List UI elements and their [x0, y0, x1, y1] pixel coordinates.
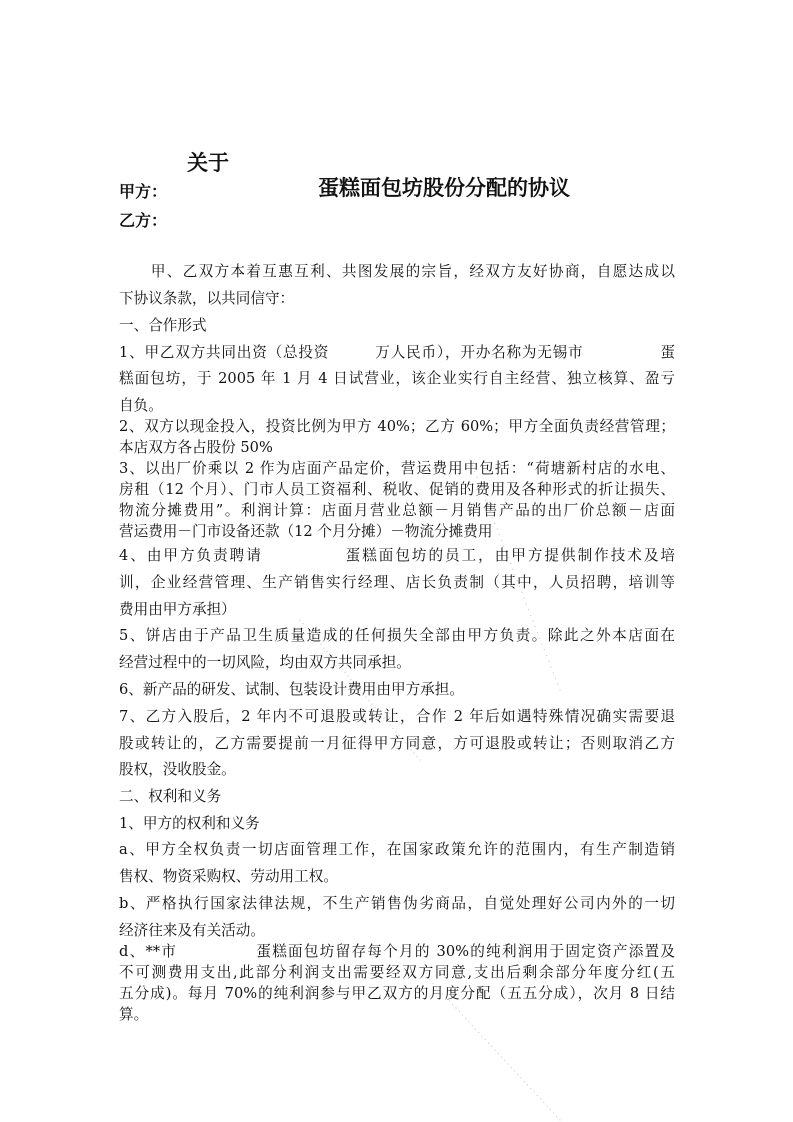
body-line: 3、以出厂价乘以 2 作为店面产品定价，营运费用中包括：“荷塘新村店的水电、 [119, 460, 675, 477]
body-line: b、严格执行国家法律法规，不生产销售伪劣商品，自觉处理好公司内外的一切 [119, 895, 675, 912]
body-line: 4、由甲方负责聘请 蛋糕面包坊的员工，由甲方提供制作技术及培 [119, 547, 675, 564]
body-line: 费用由甲方承担） [119, 601, 236, 618]
body-line: 房租（12 个月）、门市人员工资福利、税收、促销的费用及各种形式的折让损失、 [119, 481, 675, 498]
body-line: 经济往来及有关活动。 [119, 922, 265, 939]
body-line: 5、饼店由于产品卫生质量造成的任何损失全部由甲方负责。除此之外本店面在 [119, 627, 675, 644]
body-line: 售权、物资采购权、劳动用工权。 [119, 868, 338, 885]
title-main: 蛋糕面包坊股份分配的协议 [318, 175, 570, 200]
body-line: 五分成)。每月 70%的纯利润参与甲乙双方的月度分配（五五分成），次月 8 日结 [119, 985, 675, 1002]
body-line: 物流分摊费用”。利润计算：店面月营业总额－月销售产品的出厂价总额－店面 [119, 502, 675, 519]
subsection-heading: 1、甲方的权利和义务 [119, 815, 260, 832]
body-line: 经营过程中的一切风险，均由双方共同承担。 [119, 654, 411, 671]
party-a-label: 甲方： [119, 182, 168, 201]
party-b-label: 乙方： [119, 211, 168, 230]
body-line: 训，企业经营管理、生产销售实行经理、店长负责制（其中，人员招聘，培训等 [119, 574, 675, 591]
body-line: 下协议条款，以共同信守： [119, 290, 295, 307]
body-line: a、甲方全权负责一切店面管理工作，在国家政策允许的范围内，有生产制造销 [119, 841, 675, 858]
body-line: d、**市 蛋糕面包坊留存每个月的 30%的纯利润用于固定资产添置及 [119, 943, 675, 960]
title-prefix: 关于 [187, 150, 229, 175]
body-line: 不可测费用支出,此部分利润支出需要经双方同意,支出后剩余部分年度分红(五 [119, 964, 675, 981]
body-line: 本店双方各占股份 50% [119, 439, 273, 456]
body-line: 股权，没收股金。 [119, 761, 236, 778]
body-line: 自负。 [119, 397, 163, 414]
body-line: 6、新产品的研发、试制、包装设计费用由甲方承担。 [119, 681, 464, 698]
body-line: 7、乙方入股后，2 年内不可退股或转让，合作 2 年后如遇特殊情况确实需要退 [119, 708, 675, 725]
body-line: 糕面包坊，于 2005 年 1 月 4 日试营业，该企业实行自主经营、独立核算、盈亏 [119, 370, 675, 387]
body-line: 1、甲乙双方共同出资（总投资 万人民币），开办名称为无锡市 蛋 [119, 344, 675, 361]
body-line: 2、双方以现金投入，投资比例为甲方 40%；乙方 60%；甲方全面负责经营管理； [119, 418, 675, 435]
body-line: 股或转让的，乙方需要提前一月征得甲方同意，方可退股或转让；否则取消乙方 [119, 735, 675, 752]
body-line: 甲、乙双方本着互惠互利、共图发展的宗旨，经双方友好协商，自愿达成以 [119, 263, 675, 280]
section-heading: 一、合作形式 [119, 317, 207, 334]
section-heading: 二、权利和义务 [119, 788, 222, 805]
body-line: 算。 [119, 1006, 149, 1023]
document-title [0, 122, 793, 222]
body-line: 营运费用－门市设备还款（12 个月分摊）－物流分摊费用 [119, 523, 493, 540]
